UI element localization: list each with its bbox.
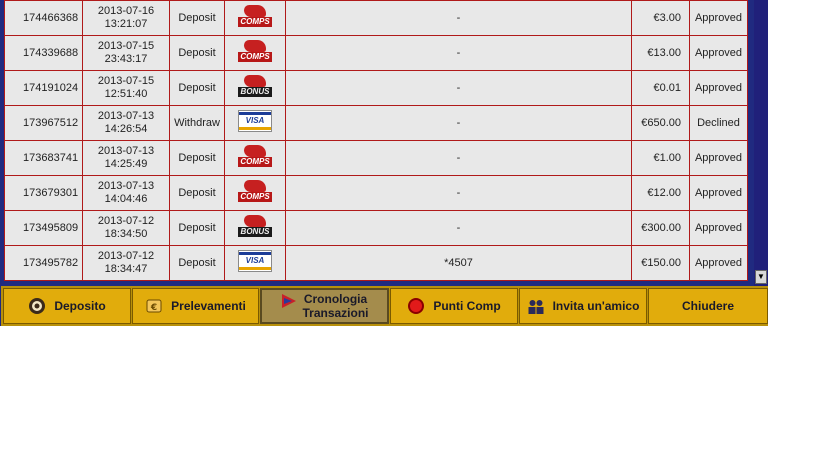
- table-row[interactable]: [5, 141, 748, 176]
- card-label: COMPS: [238, 52, 272, 62]
- transaction-type: Deposit: [170, 246, 225, 281]
- tab-label: Deposito: [54, 299, 106, 313]
- payment-method-cell: [225, 1, 286, 36]
- transaction-id: 173683741: [5, 141, 83, 176]
- transaction-time: 23:43:17: [104, 53, 148, 65]
- transaction-detail: -: [286, 36, 632, 71]
- card-label: BONUS: [238, 227, 272, 237]
- transaction-detail: -: [286, 141, 632, 176]
- transaction-id: 173967512: [5, 106, 83, 141]
- transaction-datetime: [83, 36, 170, 71]
- tab-punti-comp[interactable]: [390, 288, 518, 324]
- transaction-detail: -: [286, 106, 632, 141]
- card-label: VISA: [245, 116, 265, 125]
- bonus-card-icon: [238, 75, 272, 97]
- visa-card-icon: [238, 110, 272, 132]
- tab-deposito[interactable]: [3, 288, 131, 324]
- transaction-date: 2013-07-13: [97, 110, 155, 122]
- table-row[interactable]: [5, 106, 748, 141]
- transaction-time: 14:04:46: [104, 193, 148, 205]
- transaction-date: 2013-07-13: [97, 180, 155, 192]
- bonus-card-icon: [238, 215, 272, 237]
- scroll-down-arrow-icon[interactable]: ▼: [755, 270, 767, 284]
- card-label: BONUS: [238, 87, 272, 97]
- table-row[interactable]: [5, 36, 748, 71]
- transaction-date: 2013-07-12: [97, 250, 155, 262]
- transactions-table: [4, 0, 748, 281]
- transaction-type: Deposit: [170, 36, 225, 71]
- transaction-amount: €1.00: [632, 141, 690, 176]
- transaction-amount: €13.00: [632, 36, 690, 71]
- table-row[interactable]: [5, 246, 748, 281]
- comps-card-icon: [238, 40, 272, 62]
- card-label: COMPS: [238, 17, 272, 27]
- transaction-status: Approved: [690, 246, 748, 281]
- bottom-tab-bar: [1, 286, 768, 326]
- transaction-date: 2013-07-15: [97, 75, 155, 87]
- transaction-status: Approved: [690, 176, 748, 211]
- transaction-status: Approved: [690, 141, 748, 176]
- transaction-datetime: [83, 211, 170, 246]
- table-row[interactable]: [5, 176, 748, 211]
- transaction-id: 173495782: [5, 246, 83, 281]
- transaction-id: 174339688: [5, 36, 83, 71]
- transaction-id: 174191024: [5, 71, 83, 106]
- transaction-datetime: [83, 1, 170, 36]
- transaction-detail: -: [286, 71, 632, 106]
- transaction-amount: €150.00: [632, 246, 690, 281]
- tab-label: Invita un'amico: [552, 299, 640, 313]
- tab-cronologia-transazioni[interactable]: [260, 288, 389, 324]
- card-label: COMPS: [238, 157, 272, 167]
- transaction-status: Approved: [690, 71, 748, 106]
- transaction-id: 173679301: [5, 176, 83, 211]
- transaction-id: 174466368: [5, 1, 83, 36]
- transaction-status: Approved: [690, 36, 748, 71]
- payment-method-cell: [225, 176, 286, 211]
- tab-label-line2: Transazioni: [302, 306, 369, 320]
- transaction-datetime: [83, 141, 170, 176]
- transaction-id: 173495809: [5, 211, 83, 246]
- tab-chiudere[interactable]: [648, 288, 768, 324]
- payment-method-cell: [225, 141, 286, 176]
- comps-card-icon: [238, 180, 272, 202]
- transaction-date: 2013-07-15: [97, 40, 155, 52]
- transaction-time: 18:34:47: [104, 263, 148, 275]
- transaction-time: 14:25:49: [104, 158, 148, 170]
- transaction-type: Deposit: [170, 176, 225, 211]
- card-label: VISA: [245, 256, 265, 265]
- transaction-datetime: [83, 176, 170, 211]
- transaction-datetime: [83, 246, 170, 281]
- transaction-time: 12:51:40: [104, 88, 148, 100]
- tab-invita-amico[interactable]: [519, 288, 647, 324]
- history-icon: [280, 292, 298, 310]
- payment-method-cell: [225, 71, 286, 106]
- transaction-datetime: [83, 106, 170, 141]
- table-row[interactable]: [5, 211, 748, 246]
- payment-method-cell: [225, 106, 286, 141]
- transaction-status: Approved: [690, 1, 748, 36]
- transaction-date: 2013-07-16: [97, 5, 155, 17]
- transaction-status: Declined: [690, 106, 748, 141]
- transaction-type: Withdraw: [170, 106, 225, 141]
- payment-method-cell: [225, 246, 286, 281]
- scrollbar[interactable]: [754, 0, 768, 286]
- payment-method-cell: [225, 211, 286, 246]
- transaction-type: Deposit: [170, 211, 225, 246]
- transaction-time: 14:26:54: [104, 123, 148, 135]
- tab-label: Punti Comp: [433, 299, 501, 313]
- chip-icon: [28, 297, 46, 315]
- transaction-detail: -: [286, 176, 632, 211]
- transaction-detail: -: [286, 211, 632, 246]
- table-row[interactable]: [5, 1, 748, 36]
- comps-card-icon: [238, 5, 272, 27]
- transaction-datetime: [83, 71, 170, 106]
- table-row[interactable]: [5, 71, 748, 106]
- transaction-date: 2013-07-12: [97, 215, 155, 227]
- transaction-status: Approved: [690, 211, 748, 246]
- red-dot-icon: [407, 297, 425, 315]
- transaction-amount: €650.00: [632, 106, 690, 141]
- transaction-time: 18:34:50: [104, 228, 148, 240]
- cash-icon: [145, 297, 163, 315]
- visa-card-icon: [238, 250, 272, 272]
- transaction-type: Deposit: [170, 71, 225, 106]
- transaction-time: 13:21:07: [104, 18, 148, 30]
- comps-card-icon: [238, 145, 272, 167]
- card-label: COMPS: [238, 192, 272, 202]
- transaction-type: Deposit: [170, 1, 225, 36]
- tab-label-line1: Cronologia: [303, 292, 368, 306]
- transaction-type: Deposit: [170, 141, 225, 176]
- transaction-date: 2013-07-13: [97, 145, 155, 157]
- transaction-amount: €0.01: [632, 71, 690, 106]
- svg-text:€: €: [151, 303, 158, 313]
- tab-prelevamenti[interactable]: [132, 288, 259, 324]
- friends-icon: [527, 297, 545, 315]
- transaction-detail: -: [286, 1, 632, 36]
- payment-method-cell: [225, 36, 286, 71]
- transaction-detail: *4507: [286, 246, 632, 281]
- transaction-amount: €300.00: [632, 211, 690, 246]
- tab-label: Chiudere: [681, 299, 734, 313]
- transaction-amount: €12.00: [632, 176, 690, 211]
- tab-label: Prelevamenti: [171, 299, 246, 313]
- transaction-amount: €3.00: [632, 1, 690, 36]
